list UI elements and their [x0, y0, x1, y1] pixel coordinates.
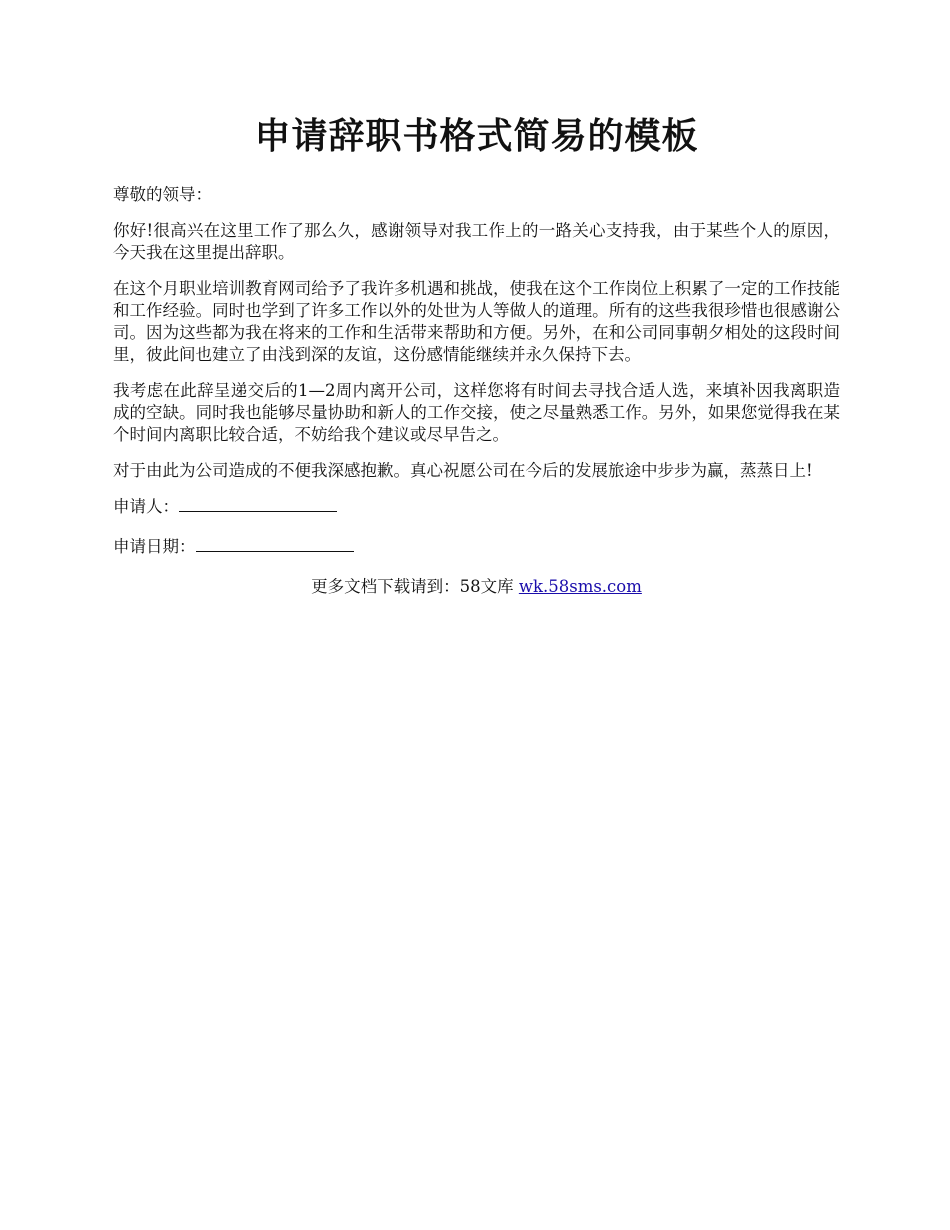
salutation: 尊敬的领导： [113, 185, 212, 204]
body-paragraph-1: 你好!很高兴在这里工作了那么久，感谢领导对我工作上的一路关心支持我，由于某些个人的原因，今天我在这里提出辞职。 [113, 221, 840, 262]
body-paragraph-2: 在这个月职业培训教育网司给予了我许多机遇和挑战，使我在这个工作岗位上积累了一定的工作技能和工作经验。同时也学到了许多工作以外的处世为人等做人的道理。所有的这些我很珍惜也很感谢公司。因为这些都为我在将来的工作和生活带来帮助和方便。另外，在和公司同事朝夕相处的这段时间里，彼此间也建立了由浅到深的友谊，这份感情能继续并永久保持下去。 [113, 279, 840, 364]
footer-link[interactable]: wk.58sms.com [518, 577, 642, 596]
applicant-blank [179, 497, 337, 512]
document-page [113, 108, 840, 598]
date-line [113, 536, 840, 558]
document-title: 申请辞职书格式简易的模板 [254, 115, 699, 157]
footer [113, 576, 840, 598]
date-blank [196, 537, 354, 552]
body-paragraph-3: 我考虑在此辞呈递交后的1—2周内离开公司，这样您将有时间去寻找合适人选，来填补因我离职造成的空缺。同时我也能够尽量协助和新人的工作交接，使之尽量熟悉工作。另外，如果您觉得我在某个时间内离职比较合适，不妨给我个建议或尽早告之。 [113, 381, 840, 444]
date-label: 申请日期： [113, 537, 196, 556]
body-paragraph-4: 对于由此为公司造成的不便我深感抱歉。真心祝愿公司在今后的发展旅途中步步为赢，蒸蒸日上! [113, 461, 813, 480]
footer-text: 更多文档下载请到：58文库 [311, 577, 519, 596]
applicant-label: 申请人： [113, 497, 179, 516]
applicant-line [113, 496, 840, 518]
